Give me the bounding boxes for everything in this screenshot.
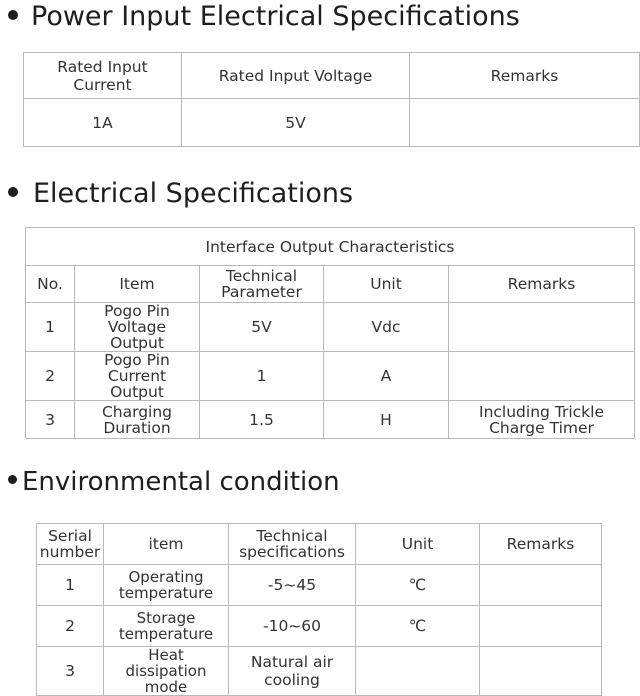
cell-item bbox=[104, 647, 229, 696]
cell-item-line-2: temperature bbox=[118, 584, 214, 602]
bullet-icon bbox=[8, 187, 18, 197]
cell-remarks bbox=[449, 352, 635, 401]
table-row bbox=[26, 401, 635, 439]
cell-item-line-1: Pogo Pin Voltage bbox=[104, 302, 170, 336]
cell-no: 1 bbox=[37, 565, 104, 606]
header-serial-line-1: Serial bbox=[48, 527, 92, 545]
table-header-row bbox=[37, 524, 602, 565]
cell-rated-input-voltage: 5V bbox=[182, 99, 410, 147]
header-technical-specifications bbox=[229, 524, 356, 565]
cell-item bbox=[75, 303, 200, 352]
cell-rated-input-current: 1A bbox=[24, 99, 182, 147]
table-caption-row bbox=[26, 228, 635, 266]
header-no: No. bbox=[26, 266, 75, 303]
cell-remarks bbox=[410, 99, 640, 147]
cell-remarks bbox=[480, 606, 602, 647]
environment-heading bbox=[8, 465, 340, 499]
cell-item-line-2: Output bbox=[110, 383, 164, 401]
header-remarks: Remarks bbox=[480, 524, 602, 565]
cell-remarks bbox=[449, 303, 635, 352]
bullet-icon bbox=[8, 475, 17, 484]
cell-item bbox=[75, 352, 200, 401]
header-item: Item bbox=[75, 266, 200, 303]
cell-item-line-2: temperature bbox=[118, 625, 214, 643]
cell-item-line-2: Output bbox=[110, 334, 164, 352]
header-remarks: Remarks bbox=[410, 53, 640, 99]
bullet-icon bbox=[8, 10, 18, 20]
cell-item-line-1: Pogo Pin Current bbox=[104, 351, 170, 385]
cell-no: 1 bbox=[26, 303, 75, 352]
cell-spec: -10~60 bbox=[229, 606, 356, 647]
header-rated-input-current: Rated Input Current bbox=[24, 53, 182, 99]
cell-remarks bbox=[480, 565, 602, 606]
cell-unit: H bbox=[324, 401, 449, 439]
header-spec-line-2: specifications bbox=[239, 543, 345, 561]
cell-item-line-1: Heat bbox=[148, 646, 184, 664]
cell-unit: ℃ bbox=[356, 606, 480, 647]
header-technical-parameter bbox=[200, 266, 324, 303]
environment-table bbox=[36, 523, 602, 696]
table-row bbox=[37, 647, 602, 696]
cell-item-line-1: Storage bbox=[136, 609, 196, 627]
electrical-table bbox=[25, 227, 635, 439]
cell-spec: -5~45 bbox=[229, 565, 356, 606]
header-unit: Unit bbox=[324, 266, 449, 303]
header-spec-line-1: Technical bbox=[256, 527, 328, 545]
header-serial-number bbox=[37, 524, 104, 565]
electrical-heading bbox=[8, 177, 353, 211]
header-param-line-2: Parameter bbox=[221, 283, 302, 301]
cell-item-line-1: Operating bbox=[128, 568, 204, 586]
header-unit: Unit bbox=[356, 524, 480, 565]
cell-item bbox=[104, 565, 229, 606]
table-header-row bbox=[26, 266, 635, 303]
power-input-heading bbox=[8, 0, 520, 34]
table-row bbox=[37, 565, 602, 606]
cell-remarks bbox=[480, 647, 602, 696]
cell-no: 3 bbox=[37, 647, 104, 696]
cell-remarks-line-2: Charge Timer bbox=[489, 418, 594, 437]
table-header-row bbox=[24, 53, 640, 99]
cell-no: 2 bbox=[37, 606, 104, 647]
cell-unit: A bbox=[324, 352, 449, 401]
header-rated-input-voltage: Rated Input Voltage bbox=[182, 53, 410, 99]
header-serial-line-2: number bbox=[39, 543, 101, 561]
cell-unit: Vdc bbox=[324, 303, 449, 352]
cell-unit bbox=[356, 647, 480, 696]
cell-item-line-1: Charging Duration bbox=[101, 402, 173, 437]
cell-item bbox=[75, 401, 200, 439]
power-input-table bbox=[23, 52, 640, 147]
power-input-title: Power Input Electrical Specifications bbox=[31, 1, 520, 32]
cell-no: 3 bbox=[26, 401, 75, 439]
header-param-line-1: Technical bbox=[225, 267, 298, 285]
electrical-title: Electrical Specifications bbox=[33, 178, 354, 209]
table-row bbox=[26, 303, 635, 352]
cell-remarks bbox=[449, 401, 635, 439]
header-item: item bbox=[104, 524, 229, 565]
table-row bbox=[26, 352, 635, 401]
table-row bbox=[24, 99, 640, 147]
table-row bbox=[37, 606, 602, 647]
cell-spec: Natural air cooling bbox=[229, 647, 356, 696]
cell-parameter: 1.5 bbox=[200, 401, 324, 439]
cell-parameter: 1 bbox=[200, 352, 324, 401]
cell-no: 2 bbox=[26, 352, 75, 401]
header-remarks: Remarks bbox=[449, 266, 635, 303]
interface-output-caption: Interface Output Characteristics bbox=[26, 228, 635, 266]
cell-parameter: 5V bbox=[200, 303, 324, 352]
cell-remarks-line-1: Including Trickle bbox=[479, 402, 604, 421]
cell-item-line-2: dissipation mode bbox=[125, 662, 207, 696]
cell-item bbox=[104, 606, 229, 647]
cell-unit: ℃ bbox=[356, 565, 480, 606]
environment-title: Environmental condition bbox=[22, 467, 340, 497]
